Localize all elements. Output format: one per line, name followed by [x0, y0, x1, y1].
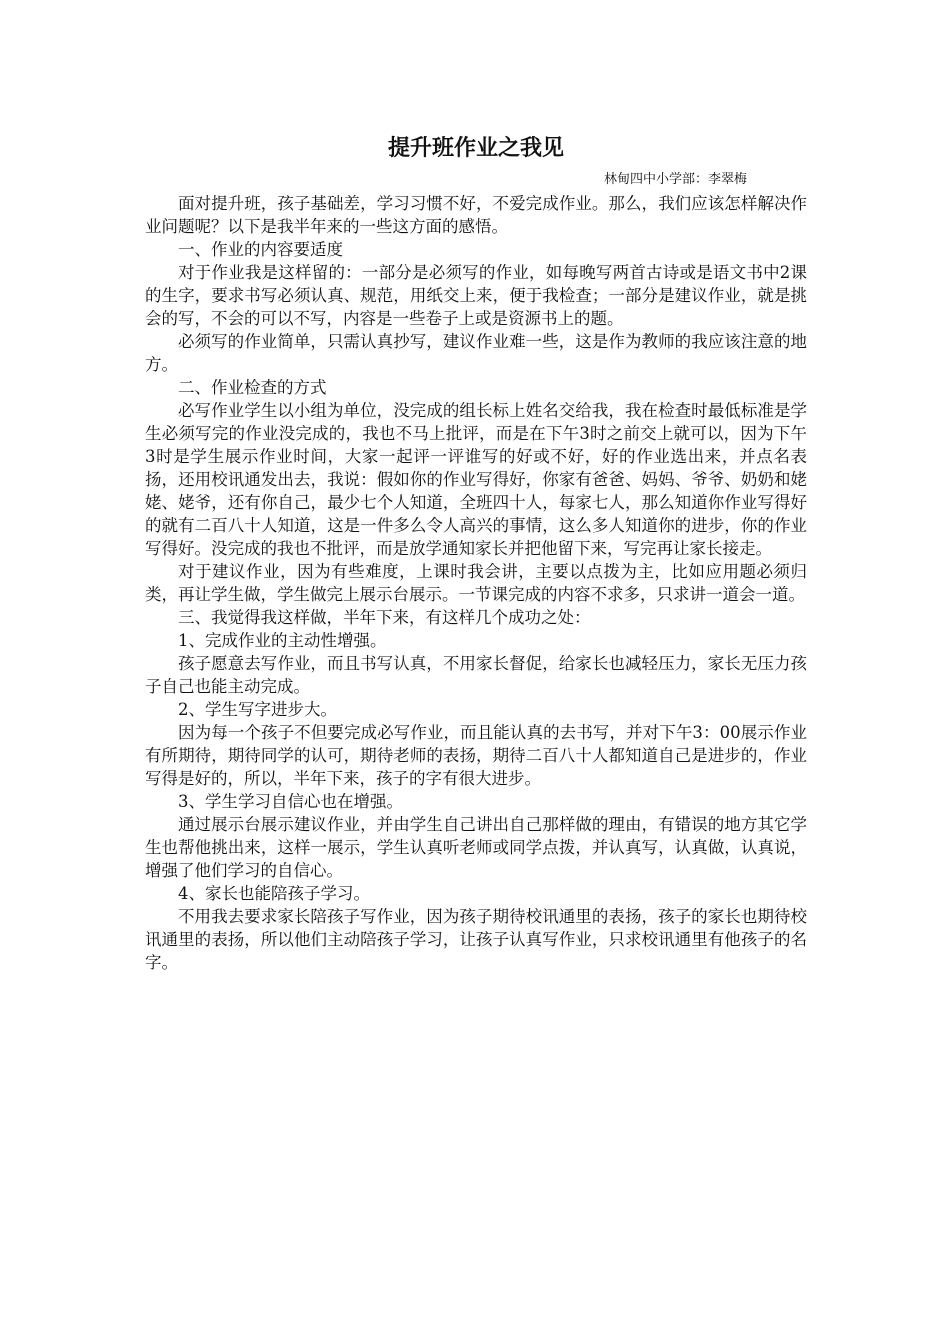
paragraph: 对于建议作业，因为有些难度，上课时我会讲，主要以点拨为主，比如应用题必须归类，再让学生做，学生做完上展示台展示。一节课完成的内容不求多，只求讲一道会一道。: [145, 562, 807, 604]
document-author: 林甸四中小学部：李翠梅: [603, 172, 747, 187]
paragraph-intro: 面对提升班，孩子基础差，学习习惯不好，不爱完成作业。那么，我们应该怎样解决作业问题呢？以下是我半年来的一些这方面的感悟。: [145, 194, 807, 236]
document-title: 提升班作业之我见: [387, 135, 564, 161]
paragraph: 不用我去要求家长陪孩子写作业，因为孩子期待校讯通里的表扬，孩子的家长也期待校讯通里的表扬，所以他们主动陪孩子学习，让孩子认真写作业，只求校讯通里有他孩子的名字。: [145, 907, 807, 972]
subheading-1: 1、完成作业的主动性增强。: [178, 631, 387, 650]
paragraph: 必写作业学生以小组为单位，没完成的组长标上姓名交给我，我在检查时最低标准是学生必须写完的作业没完成的，我也不马上批评，而是在下午3时之前交上就可以，因为下午3时是学生展示作业时间，大家一起评一评谁写的好或不好，好的作业选出来，并点名表扬，还用校讯通发出去，我说：假如你的作业写得好，你家有爸爸、妈妈、爷爷、奶奶和姥姥、姥爷，还有你自己，最少七个人知道，全班四十人，每家七人，那么知道你作业写得好的就有二百八十人知道，这是一件多么令人高兴的事情，这么多人知道你的进步，你的作业写得好。没完成的我也不批评，而是放学通知家长并把他留下来，写完再让家长接走。: [145, 401, 807, 558]
heading-section-1: 一、作业的内容要适度: [178, 240, 343, 259]
subheading-2: 2、学生写字进步大。: [178, 700, 337, 719]
paragraph: 因为每一个孩子不但要完成必写作业，而且能认真的去书写，并对下午3：00展示作业有所期待，期待同学的认可，期待老师的表扬，期待二百八十人都知道自己是进步的，作业写得是好的，所以，半年下来，孩子的字有很大进步。: [145, 723, 807, 788]
subheading-3: 3、学生学习自信心也在增强。: [178, 792, 403, 811]
paragraph: 孩子愿意去写作业，而且书写认真，不用家长督促，给家长也减轻压力，家长无压力孩子自己也能主动完成。: [145, 654, 807, 696]
paragraph: 对于作业我是这样留的：一部分是必须写的作业，如每晚写两首古诗或是语文书中2课的生字，要求书写必须认真、规范，用纸交上来，便于我检查；一部分是建议作业，就是挑会的写，不会的可以不写，内容是一些卷子上或是资源书上的题。: [145, 263, 807, 328]
document-page: [145, 128, 807, 974]
heading-section-3: 三、我觉得我这样做，半年下来，有这样几个成功之处：: [178, 608, 591, 627]
heading-section-2: 二、作业检查的方式: [178, 378, 327, 397]
paragraph: 必须写的作业简单，只需认真抄写，建议作业难一些，这是作为教师的我应该注意的地方。: [145, 332, 807, 374]
subheading-4: 4、家长也能陪孩子学习。: [178, 884, 370, 903]
paragraph: 通过展示台展示建议作业，并由学生自己讲出自己那样做的理由，有错误的地方其它学生也帮他挑出来，这样一展示，学生认真听老师或同学点拨，并认真写，认真做，认真说，增强了他们学习的自信心。: [145, 815, 807, 880]
